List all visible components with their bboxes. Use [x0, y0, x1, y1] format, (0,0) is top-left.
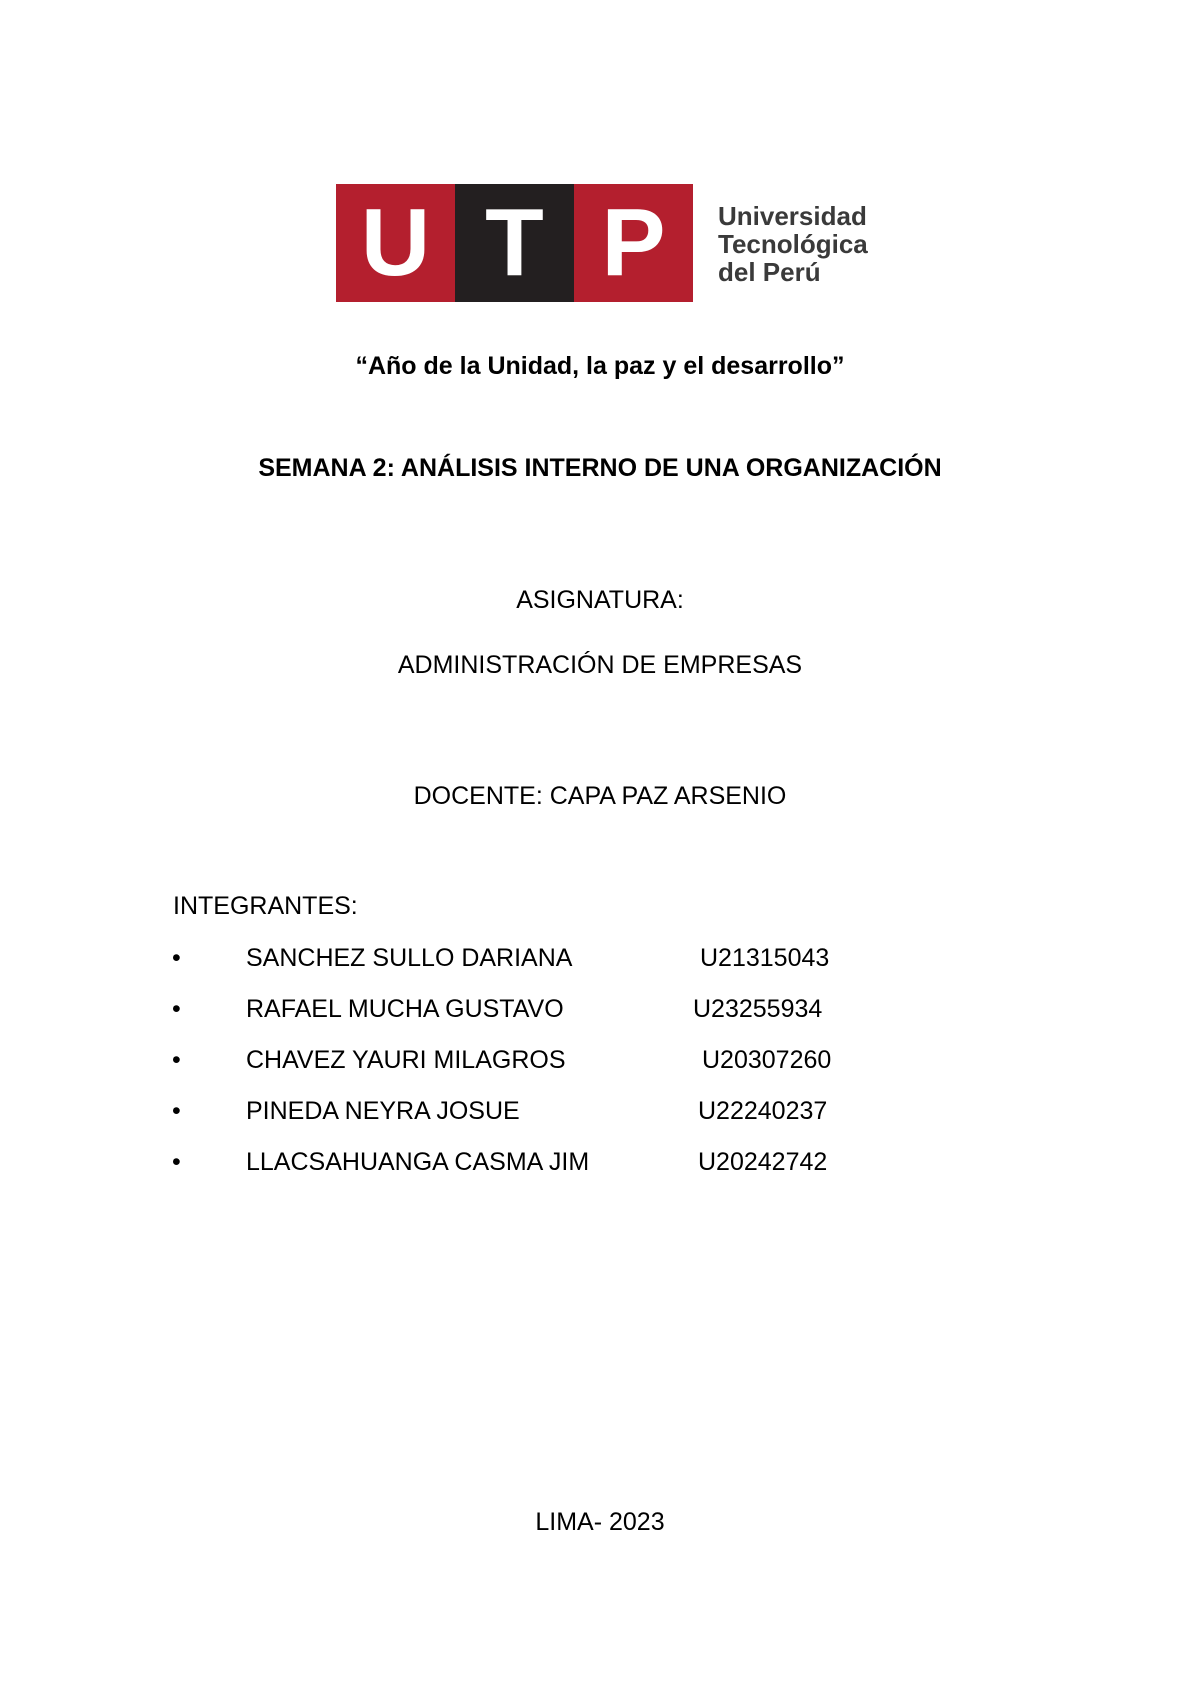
member-name: RAFAEL MUCHA GUSTAVO	[246, 995, 564, 1023]
member-row	[0, 944, 1200, 995]
logo-letter-u: U	[336, 184, 455, 302]
logo-letter-p: P	[574, 184, 693, 302]
place-and-year: LIMA- 2023	[535, 1508, 665, 1536]
logo-letter-box	[336, 184, 693, 302]
member-row	[0, 1097, 1200, 1148]
logo-letter-t: T	[455, 184, 574, 302]
utp-logo	[336, 184, 896, 302]
member-code: U23255934	[693, 995, 823, 1023]
member-code: U22240237	[698, 1097, 828, 1125]
logo-university-name	[718, 202, 868, 286]
members-heading: INTEGRANTES:	[173, 892, 358, 920]
member-name: SANCHEZ SULLO DARIANA	[246, 944, 573, 972]
teacher-line: DOCENTE: CAPA PAZ ARSENIO	[413, 782, 787, 810]
member-code: U20242742	[698, 1148, 828, 1176]
member-code: U21315043	[700, 944, 830, 972]
member-row	[0, 995, 1200, 1046]
year-motto: “Año de la Unidad, la paz y el desarrollo”	[355, 352, 845, 380]
members-list	[0, 944, 1200, 1199]
subject-label: ASIGNATURA:	[516, 586, 684, 614]
logo-name-line-3: del Perú	[718, 257, 821, 287]
bullet: •	[172, 1148, 181, 1176]
subject-value: ADMINISTRACIÓN DE EMPRESAS	[397, 651, 803, 679]
member-row	[0, 1046, 1200, 1097]
member-name: PINEDA NEYRA JOSUE	[246, 1097, 520, 1125]
logo-name-line-2: Tecnológica	[718, 229, 868, 259]
member-row	[0, 1148, 1200, 1199]
bullet: •	[172, 944, 181, 972]
document-title: SEMANA 2: ANÁLISIS INTERNO DE UNA ORGANIZACIÓN	[258, 454, 942, 482]
member-code: U20307260	[702, 1046, 832, 1074]
logo-name-line-1: Universidad	[718, 201, 867, 231]
bullet: •	[172, 1097, 181, 1125]
member-name: CHAVEZ YAURI MILAGROS	[246, 1046, 566, 1074]
bullet: •	[172, 1046, 181, 1074]
bullet: •	[172, 995, 181, 1023]
member-name: LLACSAHUANGA CASMA JIM	[246, 1148, 590, 1176]
